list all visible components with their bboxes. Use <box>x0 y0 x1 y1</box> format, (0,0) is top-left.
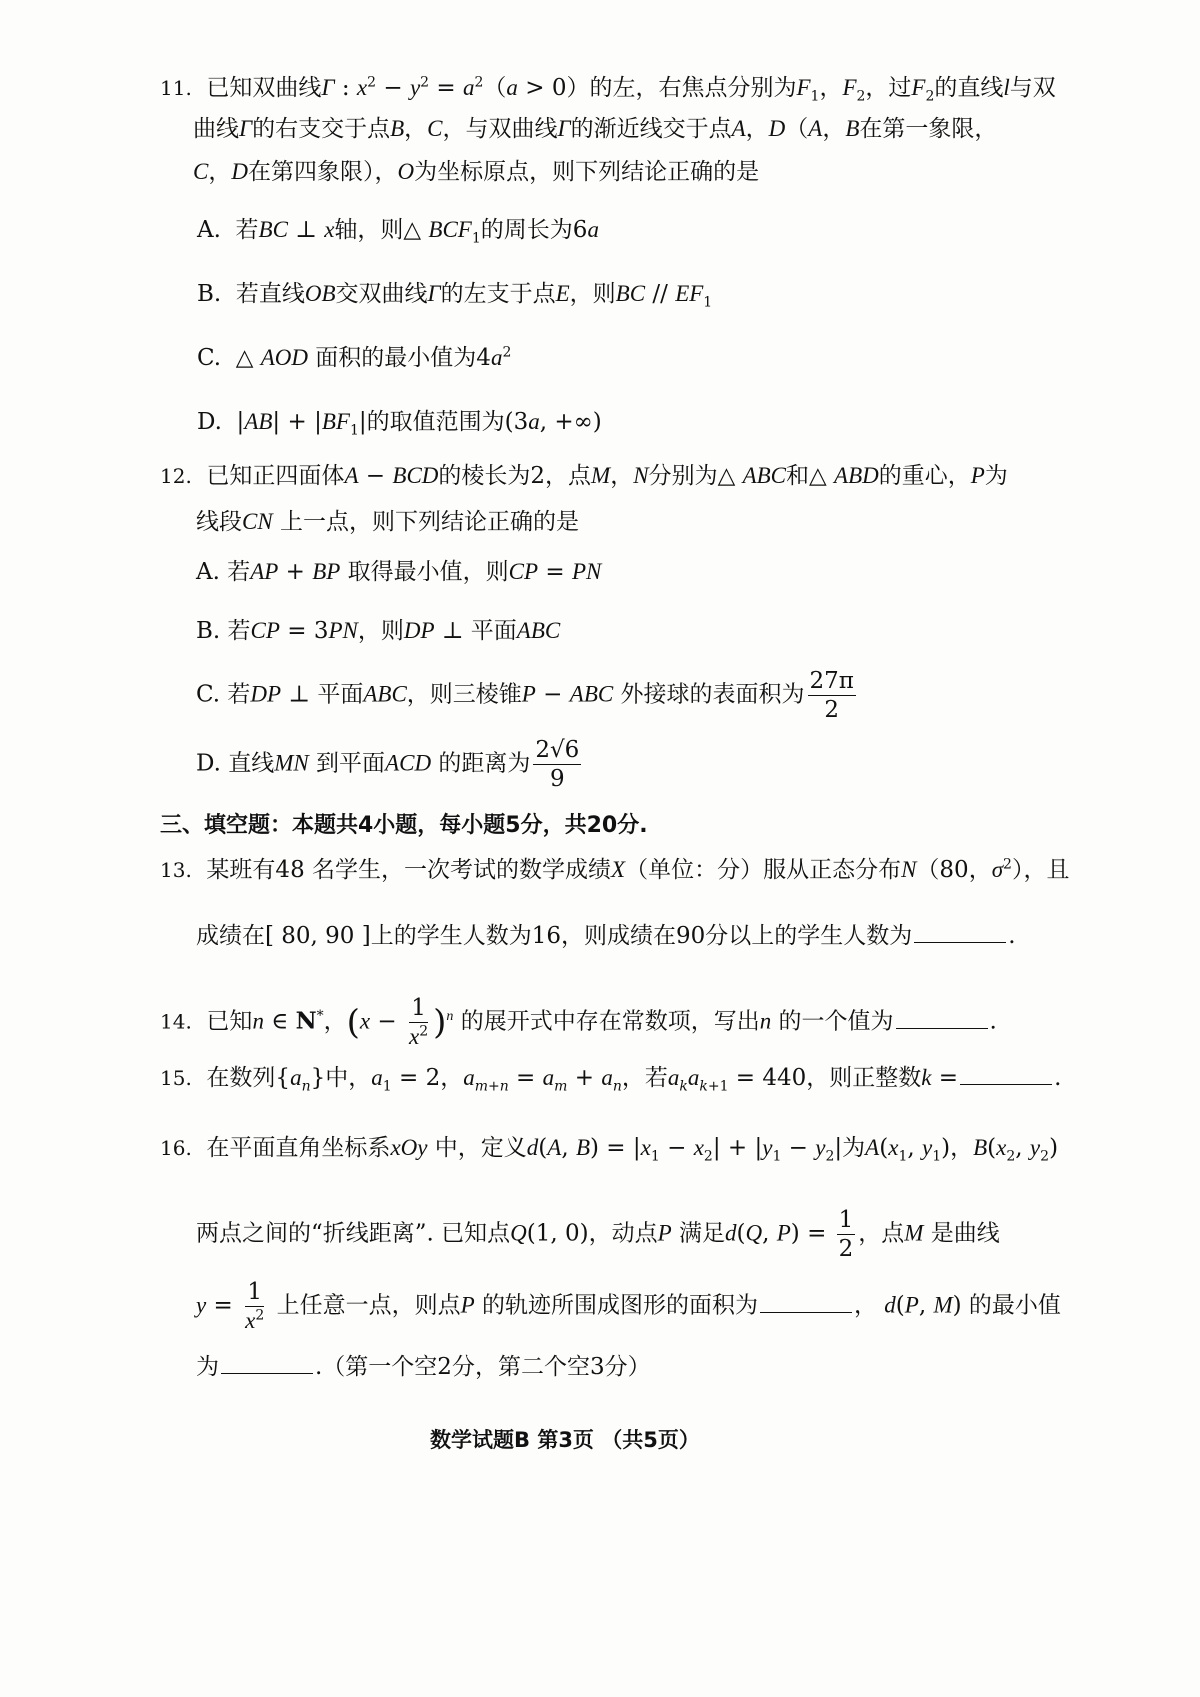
question-11-line-1: 11. 已知双曲线Γ : $x^2 - y^2 = a^2(a > 0)$的左，右焦点分别为$F_1$，$F_2$，过$F_2$的直线l与双 <box>160 74 1056 105</box>
question-14-line-1: 14. 已知n ∈ N*，(x − $\frac{1}{x^2}$ )$^n$ 的展开式中存在常数项，写出n 的一个值为 . <box>160 995 997 1050</box>
question-15-line-1: 15. 在数列$\{a_n\}$中，$a_1 = 2$，$a_{m+n} = a_m + a_n$，若$a_ka_{k+1} = 440$，则正整数k = . <box>160 1065 1062 1095</box>
question-11-option-a: A. 若BC ⊥ x轴，则△ $BCF_1$的周长为6a <box>197 217 599 247</box>
fraction: $\frac{2√6}{9}$ <box>535 737 580 793</box>
question-12-line-1: 12. 已知正四面体A − BCD的棱长为2，点M，N分别为△ ABC和△ ABD的重心，P为 <box>160 463 1008 489</box>
question-13-line-1: 13. 某班有48 名学生，一次考试的数学成绩X（单位：分）服从正态分布N（80，$\sigma^2$），且 <box>160 856 1070 883</box>
fraction: $\frac{1}{2}$ <box>838 1207 854 1263</box>
question-12-option-a: A. 若AP + BP 取得最小值，则CP = PN <box>196 559 602 585</box>
answer-blank[interactable] <box>760 1311 852 1313</box>
answer-blank[interactable] <box>914 941 1006 943</box>
question-number: 13. <box>160 858 192 882</box>
answer-blank[interactable] <box>896 1027 988 1029</box>
question-number: 11. <box>160 76 192 100</box>
fraction: $\frac{27\pi}{2}$ <box>809 668 854 724</box>
question-number: 12. <box>160 464 192 488</box>
question-12-line-2: 线段CN 上一点，则下列结论正确的是 <box>196 509 579 535</box>
section-heading: 三、填空题：本题共4小题，每小题5分，共20分. <box>160 813 648 838</box>
fraction: $\frac{1}{x^2}$ <box>409 995 429 1050</box>
question-12-option-d: D. 直线MN 到平面ACD 的距离为 $\frac{2√6}{9}$ <box>196 737 580 793</box>
question-16-line-4: 为 .（第一个空2分，第二个空3分） <box>196 1354 651 1380</box>
question-11-option-d: D. $|AB| + |BF_1|$的取值范围为(3a, +∞) <box>197 409 602 439</box>
question-11-line-2: 曲线Γ的右支交于点B，C，与双曲线Γ的渐近线交于点A，D（A，B在第一象限， <box>193 116 998 142</box>
fraction: $\frac{1}{x^2}$ <box>245 1279 265 1334</box>
question-16-line-3: y = $\frac{1}{x^2}$ 上任意一点，则点P 的轨迹所围成图形的面积为 ， d(P, M) 的最小值 <box>196 1279 1061 1334</box>
question-11-option-c: C. △ AOD 面积的最小值为$4a^2$ <box>197 344 512 371</box>
question-11-line-3: C，D在第四象限），O为坐标原点，则下列结论正确的是 <box>193 159 760 185</box>
answer-blank[interactable] <box>960 1083 1052 1085</box>
answer-blank[interactable] <box>221 1372 313 1374</box>
question-number: 16. <box>160 1136 192 1160</box>
question-16-line-2: 两点之间的“折线距离”. 已知点Q(1, 0)，动点P 满足d(Q, P) = $\frac{1}{2}$ ，点M 是曲线 <box>196 1207 1000 1263</box>
question-12-option-c: C. 若DP ⊥ 平面ABC，则三棱锥P − ABC 外接球的表面积为 $\frac{27\pi}{2}$ <box>196 668 854 724</box>
question-11-option-b: B. 若直线OB交双曲线Γ的左支于点E，则BC // $EF_1$ <box>197 281 713 311</box>
question-16-line-1: 16. 在平面直角坐标系xOy 中，定义d(A, $B) = |x_1 - x_2| + |y_1 - y_2|$为$A(x_1$, $y_1$)，$B(x_2$, $y_2$) <box>160 1135 1059 1165</box>
question-number: 14. <box>160 1009 192 1034</box>
question-number: 15. <box>160 1066 192 1090</box>
question-12-option-b: B. 若CP = 3PN，则DP ⊥ 平面ABC <box>196 618 561 644</box>
page-footer: 数学试题B 第3页 （共5页） <box>430 1428 700 1452</box>
question-13-line-2: 成绩在[ 80, 90 ]上的学生人数为16，则成绩在90分以上的学生人数为 . <box>196 923 1016 949</box>
